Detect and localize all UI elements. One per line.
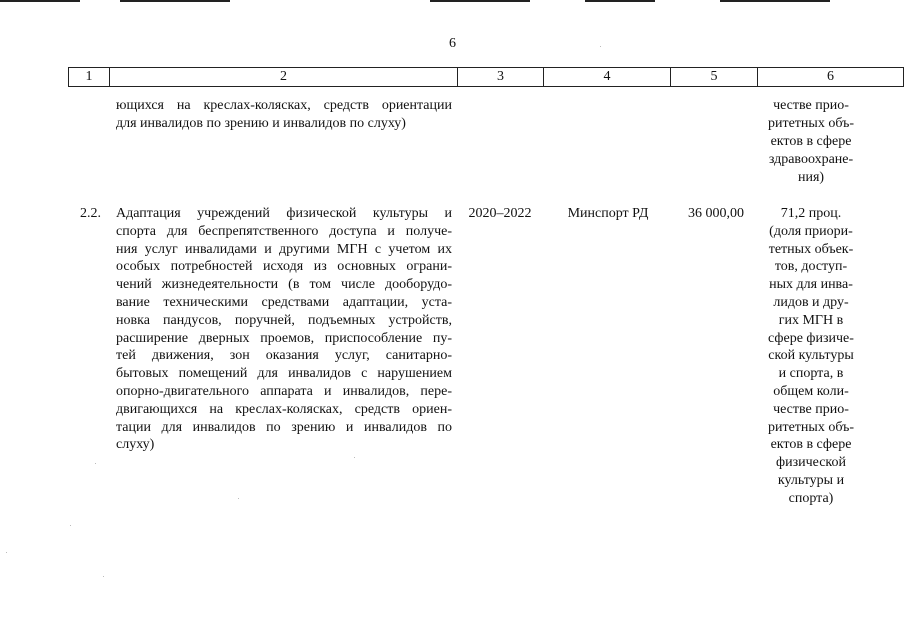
text-line: бытовых помещений для инвалидов с нарушением <box>116 366 452 382</box>
scan-edge-line <box>585 0 655 2</box>
text-line: спорта) <box>788 490 834 506</box>
text-line: гих МГН в <box>778 312 844 328</box>
text-line: опорно-двигательного аппарата и инвалидов, пере- <box>116 384 452 399</box>
text-line: честве прио- <box>773 98 849 113</box>
column-header: 5 <box>670 68 757 86</box>
scan-speck <box>238 498 239 499</box>
text-line: особых потребностей исходя из основных ограни- <box>116 259 452 275</box>
text-line: ритетных объ- <box>767 419 855 435</box>
scan-speck <box>354 457 355 458</box>
text-line: общем коли- <box>773 384 849 399</box>
text-line: чений жизнедеятельности (в том числе дооборудо- <box>116 277 452 293</box>
text-line: расширение дверных проемов, приспособление пу- <box>116 330 452 346</box>
scan-edge-line <box>120 0 230 2</box>
text-line: ектов в сфере <box>770 134 852 149</box>
text-line: новка пандусов, поручней, подъемных устройств, <box>116 312 452 328</box>
scan-speck <box>95 463 96 464</box>
text-line: физической <box>776 455 846 471</box>
text-line: культуры и <box>777 473 845 488</box>
column-header: 3 <box>457 68 543 86</box>
text-line: спорта для беспрепятственного доступа и получе- <box>116 223 452 239</box>
text-line: здравоохране- <box>768 152 854 167</box>
text-line: тей движения, зон оказания услуг, санитарно- <box>116 348 452 364</box>
text-line: слуху) <box>116 437 155 453</box>
text-line: 71,2 проц. <box>780 206 842 221</box>
scan-edge-line <box>720 0 830 2</box>
row-number: 2.2. <box>80 206 101 221</box>
text-line: (доля приори- <box>769 223 853 239</box>
text-line: ния) <box>797 170 825 185</box>
text-line: ющихся на креслах-колясках, средств ориентации <box>116 98 452 113</box>
scan-edge-line <box>430 0 530 2</box>
text-line: для инвалидов по зрению и инвалидов по слуху) <box>116 116 406 131</box>
text-line: тов, доступ- <box>774 259 848 275</box>
text-line: двигающихся на креслах-колясках, средств ориен- <box>116 401 452 417</box>
text-line: ектов в сфере <box>770 437 852 453</box>
column-header: 6 <box>757 68 904 86</box>
text-line: честве прио- <box>773 401 849 417</box>
text-line: ных для инва- <box>769 277 853 293</box>
table-header-row <box>68 67 904 87</box>
text-line: и спорта, в <box>778 366 844 382</box>
text-line: тетных объек- <box>768 241 854 257</box>
text-line: Адаптация учреждений физической культуры и <box>116 206 452 221</box>
text-line: сфере физиче- <box>768 330 854 346</box>
text-line: ской культуры <box>768 348 854 364</box>
text-line: ритетных объ- <box>767 116 855 131</box>
scan-speck <box>70 525 71 526</box>
text-line: тации для инвалидов по зрению и инвалидов по <box>116 419 452 435</box>
period-cell: 2020–2022 <box>468 206 532 221</box>
column-header: 2 <box>109 68 457 86</box>
text-line: ния услуг инвалидами и другими МГН с учетом их <box>116 241 452 257</box>
scan-edge-line <box>0 0 80 2</box>
page-number: 6 <box>449 36 456 51</box>
column-header: 1 <box>68 68 109 86</box>
scan-speck <box>6 552 7 553</box>
column-header: 4 <box>543 68 670 86</box>
scan-speck <box>600 46 601 47</box>
scan-speck <box>103 576 104 577</box>
text-line: лидов и дру- <box>773 295 849 310</box>
executor-cell: Минспорт РД <box>567 206 649 221</box>
text-line: вание техническими средствами адаптации, уста- <box>116 295 452 310</box>
amount-cell: 36 000,00 <box>688 206 744 221</box>
